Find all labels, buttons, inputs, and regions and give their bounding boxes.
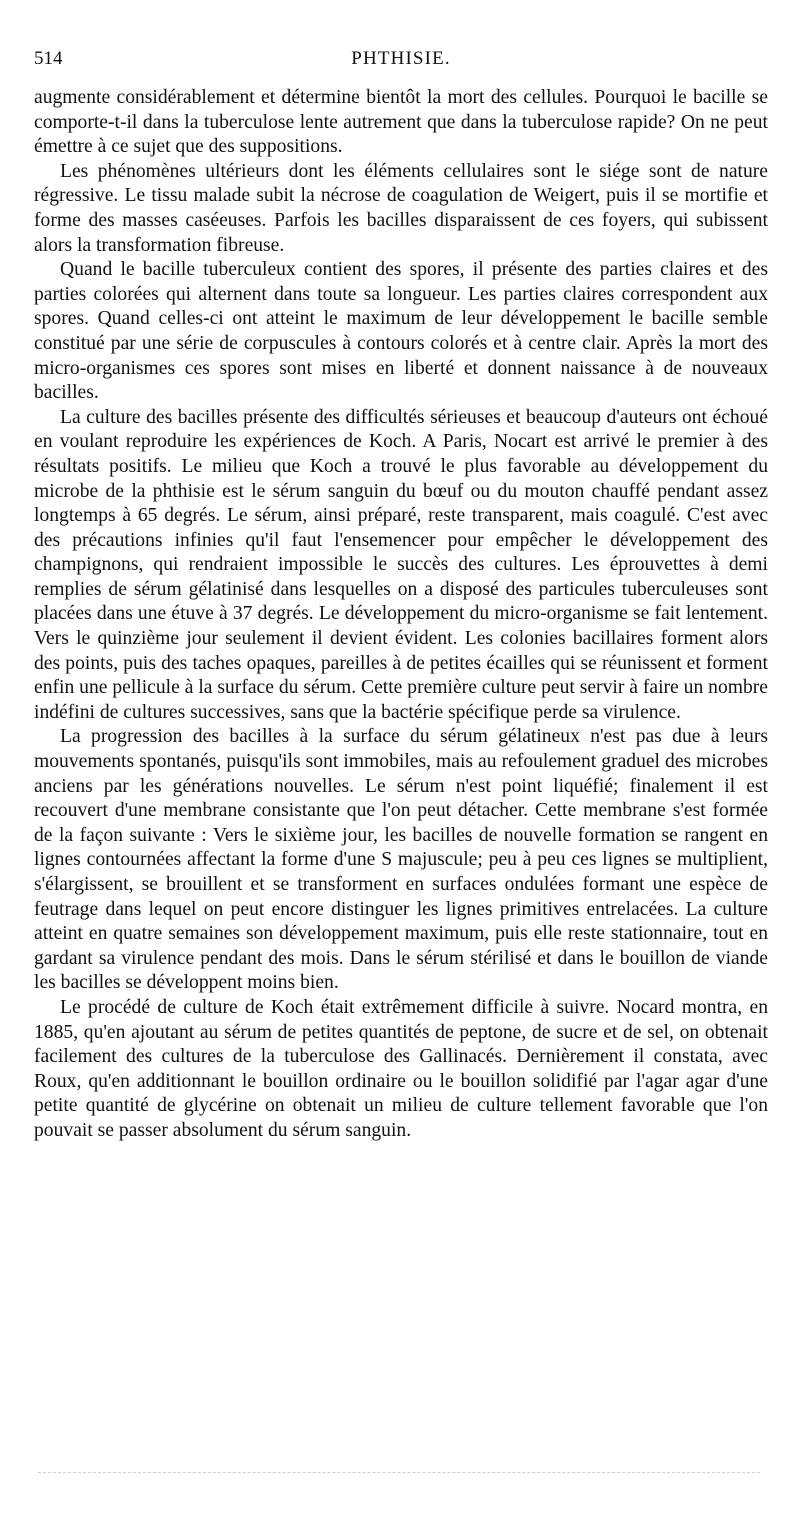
footer-divider <box>38 1472 760 1473</box>
paragraph: Le procédé de culture de Koch était extrêmement difficile à suivre. Nocard montra, en 1885, qu'en ajoutant au sérum de petites quantités de peptone, de sucre et de sel, on obtenait facilement des cultures de la tuberculose des Gallinacés. Dernièrement il constata, avec Roux, qu'en additionnant le bouillon ordinaire ou le bouillon solidifié par l'agar agar d'une petite quantité de glycérine on obtenait un milieu de culture tellement favorable que l'on pouvait se passer absolument du sérum sanguin. <box>34 996 768 1141</box>
running-head: PHTHISIE. <box>351 48 451 69</box>
body-text <box>34 86 768 1144</box>
page-header <box>34 48 768 88</box>
book-page <box>34 48 768 1141</box>
paragraph: Quand le bacille tuberculeux contient des spores, il présente des parties claires et des parties colorées qui alternent dans toute sa longueur. Les parties claires correspondent aux spores. Quand celles-ci ont atteint le maximum de leur développement le bacille semble constitué par une série de corpuscules à contours colorés et à centre clair. Après la mort des micro-organismes ces spores sont mises en liberté et donnent naissance à de nouveaux bacilles. <box>34 259 768 404</box>
paragraph: Les phénomènes ultérieurs dont les éléments cellulaires sont le siége sont de nature régressive. Le tissu malade subit la nécrose de coagulation de Weigert, puis il se mortifie et forme des masses caséeuses. Parfois les bacilles disparaissent de ces foyers, qui subissent alors la transformation fibreuse. <box>34 160 768 256</box>
paragraph: La culture des bacilles présente des difficultés sérieuses et beaucoup d'auteurs ont échoué en voulant reproduire les expériences de Koch. A Paris, Nocart est arrivé le premier à des résultats positifs. Le milieu que Koch a trouvé le plus favorable au développement du microbe de la phthisie est le sérum sanguin du bœuf ou du mouton chauffé pendant assez longtemps à 65 degrés. Le sérum, ainsi préparé, reste transparent, mais coagulé. C'est avec des précautions infinies qu'il faut l'ensemencer pour empêcher le développement des champignons, qui rendraient impossible le succès des cultures. Les éprouvettes à demi remplies de sérum gélatinisé dans lesquelles on a disposé des particules tuberculeuses sont placées dans une étuve à 37 degrés. Le développement du micro-organisme se fait lentement. Vers le quinzième jour seulement il devient évident. Les colonies bacillaires forment alors des points, puis des taches opaques, pareilles à de petites écailles qui se réunissent et forment enfin une pellicule à la surface du sérum. Cette première culture peut servir à faire un nombre indéfini de cultures successives, sans que la bactérie spécifique perde sa virulence. <box>34 406 768 723</box>
page-number: 514 <box>34 48 63 69</box>
paragraph-continued: augmente considérablement et détermine bientôt la mort des cellules. Pourquoi le bacille se comporte-t-il dans la tuberculose lente autrement que dans la tuberculose rapide? On ne peut émettre à ce sujet que des suppositions. <box>34 87 768 158</box>
paragraph: La progression des bacilles à la surface du sérum gélatineux n'est pas due à leurs mouvements spontanés, puisqu'ils sont immobiles, mais au refoulement graduel des microbes anciens par les générations nouvelles. Le sérum n'est point liquéfié; finalement il est recouvert d'une membrane consistante que l'on peut détacher. Cette membrane s'est formée de la façon suivante : Vers le sixième jour, les bacilles de nouvelle formation se rangent en lignes contournées affectant la forme d'une S majuscule; peu à peu ces lignes se multiplient, s'élargissent, se brouillent et se transforment en surfaces ondulées formant une espèce de feutrage dans lequel on peut encore distinguer les lignes primitives entrelacées. La culture atteint en quatre semaines son développement maximum, puis elle reste stationnaire, tout en gardant sa virulence pendant des mois. Dans le sérum stérilisé et dans le bouillon de viande les bacilles se développent moins bien. <box>34 726 768 994</box>
